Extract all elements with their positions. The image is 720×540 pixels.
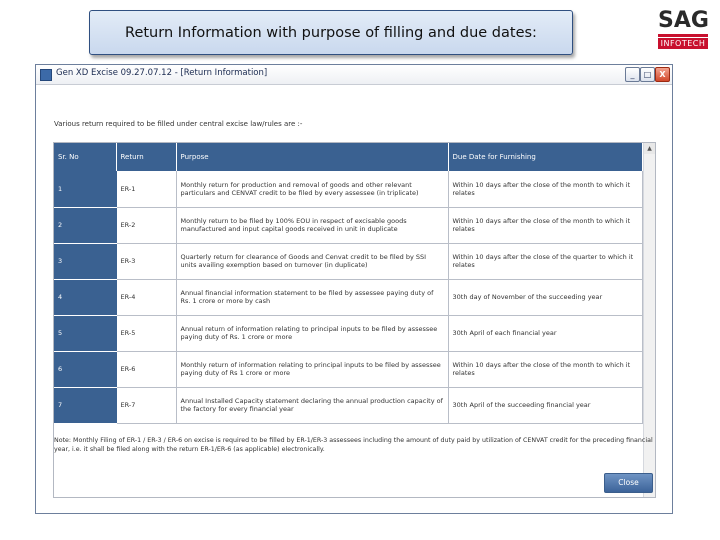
cell-due: Within 10 days after the close of the quarter to which it relates (448, 243, 642, 279)
cell-sr: 5 (54, 315, 116, 351)
cell-purpose: Monthly return of information relating to principal inputs to be filed by assessee paying duty of Rs 1 crore or more (176, 351, 448, 387)
table-row[interactable] (54, 171, 642, 207)
close-window-button[interactable]: X (655, 67, 670, 82)
logo-bar (658, 34, 708, 37)
cell-due: 30th April of the succeeding financial year (448, 387, 642, 423)
table-row[interactable] (54, 315, 642, 351)
cell-return: ER-5 (116, 315, 176, 351)
cell-sr: 7 (54, 387, 116, 423)
app-window (35, 64, 673, 514)
table-row[interactable] (54, 279, 642, 315)
cell-sr: 4 (54, 279, 116, 315)
cell-due: 30th April of each financial year (448, 315, 642, 351)
cell-purpose: Monthly return to be filed by 100% EOU in respect of excisable goods manufactured and input capital goods received in unit in duplicate (176, 207, 448, 243)
app-icon (40, 69, 52, 81)
cell-return: ER-6 (116, 351, 176, 387)
close-button[interactable]: Close (604, 473, 653, 493)
cell-purpose: Quarterly return for clearance of Goods and Cenvat credit to be filed by SSI units availing exemption based on turnover (in duplicate) (176, 243, 448, 279)
cell-sr: 6 (54, 351, 116, 387)
sag-infotech-logo (658, 10, 708, 50)
cell-due: Within 10 days after the close of the month to which it relates (448, 207, 642, 243)
cell-return: ER-4 (116, 279, 176, 315)
window-title: Gen XD Excise 09.27.07.12 - [Return Information] (56, 68, 268, 78)
minimize-button[interactable]: _ (625, 67, 640, 82)
returns-table (54, 143, 643, 424)
cell-sr: 1 (54, 171, 116, 207)
slide-title: Return Information with purpose of filling and due dates: (125, 24, 537, 41)
cell-due: Within 10 days after the close of the month to which it relates (448, 351, 642, 387)
cell-return: ER-1 (116, 171, 176, 207)
cell-purpose: Monthly return for production and removal of goods and other relevant particulars and CENVAT credit to be filed by every assessee (in triplicate) (176, 171, 448, 207)
col-header-due[interactable]: Due Date for Furnishing (448, 143, 642, 171)
cell-return: ER-2 (116, 207, 176, 243)
table-row[interactable] (54, 207, 642, 243)
cell-purpose: Annual Installed Capacity statement declaring the annual production capacity of the factory for every financial year (176, 387, 448, 423)
maximize-button[interactable]: □ (640, 67, 655, 82)
table-row[interactable] (54, 351, 642, 387)
cell-due: Within 10 days after the close of the month to which it relates (448, 171, 642, 207)
cell-purpose: Annual financial information statement to be filed by assessee paying duty of Rs. 1 crore or more by cash (176, 279, 448, 315)
logo-brand: SAG (658, 8, 709, 33)
logo-sub: INFOTECH (658, 38, 708, 49)
intro-text: Various return required to be filled under central excise law/rules are :- (54, 120, 303, 128)
cell-due: 30th day of November of the succeeding year (448, 279, 642, 315)
table-row[interactable] (54, 387, 642, 423)
window-titlebar[interactable] (36, 65, 672, 85)
note-text: Note: Monthly Filing of ER-1 / ER-3 / ER-6 on excise is required to be filled by ER-1/ER-3 assessees including the amount of duty paid by utilization of CENVAT credit for the preceding financial year, i.e. it shall be filed along with the return ER-1/ER-6 (as applicable) electronically. (54, 437, 653, 453)
scroll-up-icon[interactable]: ▲ (644, 143, 655, 154)
cell-purpose: Annual return of information relating to principal inputs to be filed by assessee paying duty of Rs. 1 crore or more (176, 315, 448, 351)
cell-sr: 2 (54, 207, 116, 243)
cell-return: ER-7 (116, 387, 176, 423)
col-header-purpose[interactable]: Purpose (176, 143, 448, 171)
col-header-return[interactable]: Return (116, 143, 176, 171)
col-header-sr[interactable]: Sr. No (54, 143, 116, 171)
slide-title-box (89, 10, 573, 55)
cell-sr: 3 (54, 243, 116, 279)
cell-return: ER-3 (116, 243, 176, 279)
table-row[interactable] (54, 243, 642, 279)
table-header-row (54, 143, 642, 171)
